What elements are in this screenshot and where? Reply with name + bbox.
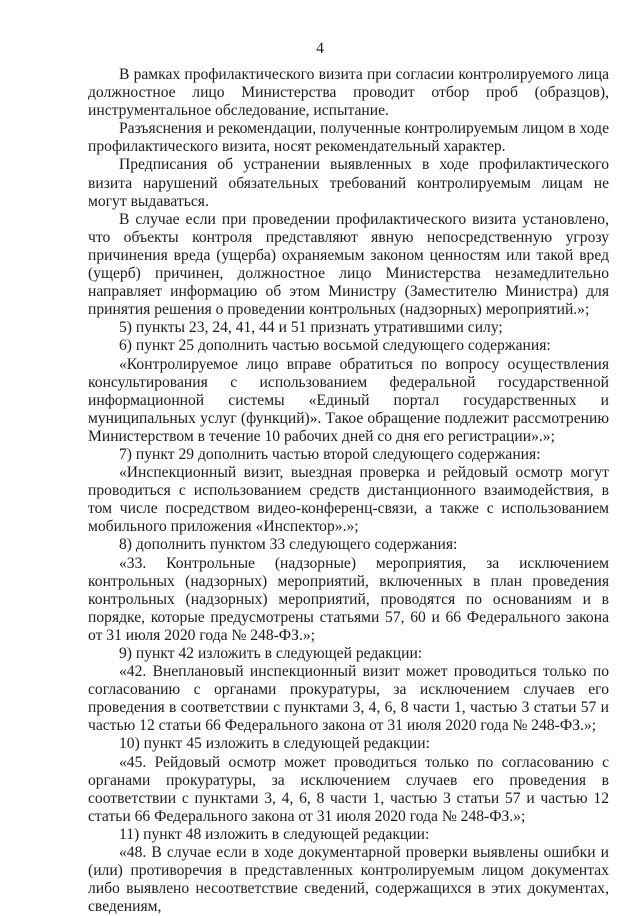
paragraph-visit-threat: В случае если при проведении профилактического визита установлено, что объекты контроля представляют явную непосредственную угрозу причинения вреда (ущерба) охраняемым законом ценностям или такой вред (ущерб) причинен, должностное лицо Министерства незамедлительно направляет информацию об этом Министру (Заместителю Министра) для принятия решения о проведении контрольных (надзорных) мероприятий.»; — [88, 210, 609, 319]
document-body — [88, 66, 609, 916]
paragraph-item-10-quote: «45. Рейдовый осмотр может проводиться только по согласованию с органами прокуратуры, за исключением случаев его проведения в соответствии с пунктами 3, 4, 6, 8 части 1, частью 3 статьи 57 и частью 12 статьи 66 Федерального закона от 31 июля 2020 года № 248-ФЗ.»; — [88, 753, 609, 825]
paragraph-item-7-quote: «Инспекционный визит, выездная проверка и рейдовый осмотр могут проводиться с использованием средств дистанционного взаимодействия, в том числе посредством видео-конференц-связи, а также с использованием мобильного приложения «Инспектор».»; — [88, 464, 609, 536]
paragraph-item-11-quote: «48. В случае если в ходе документарной проверки выявлены ошибки и (или) противоречия в представленных контролируемым лицом документах либо выявлено несоответствие сведений, содержащихся в этих документах, сведениям, — [88, 844, 609, 916]
paragraph-visit-explanations: Разъяснения и рекомендации, полученные контролируемым лицом в ходе профилактического визита, носят рекомендательный характер. — [88, 120, 609, 156]
paragraph-item-10: 10) пункт 45 изложить в следующей редакции: — [119, 735, 430, 753]
paragraph-item-11: 11) пункт 48 изложить в следующей редакции: — [119, 825, 430, 843]
paragraph-item-8: 8) дополнить пунктом 33 следующего содержания: — [119, 536, 458, 554]
paragraph-visit-sampling: В рамках профилактического визита при согласии контролируемого лица должностное лицо Министерства проводит отбор проб (образцов), инструментальное обследование, испытание. — [88, 66, 609, 120]
paragraph-item-6-quote: «Контролируемое лицо вправе обратиться по вопросу осуществления консультирования с использованием федеральной государственной информационной системы «Единый портал государственных и муниципальных услуг (функций)». Такое обращение подлежит рассмотрению Министерством в течение 10 рабочих дней со дня его регистрации».»; — [88, 355, 609, 445]
paragraph-item-9-quote: «42. Внеплановый инспекционный визит может проводиться только по согласованию с органами прокуратуры, за исключением случаев его проведения в соответствии с пунктами 3, 4, 6, 8 части 1, частью 3 статьи 57 и частью 12 статьи 66 Федерального закона от 31 июля 2020 года № 248-ФЗ.»; — [88, 663, 609, 735]
paragraph-item-7: 7) пункт 29 дополнить частью второй следующего содержания: — [119, 445, 541, 463]
paragraph-visit-prescriptions: Предписания об устранении выявленных в ходе профилактического визита нарушений обязательных требований контролируемым лицам не могут выдаваться. — [88, 156, 609, 210]
page-number: 4 — [316, 40, 324, 57]
paragraph-item-5: 5) пункты 23, 24, 41, 44 и 51 признать утратившими силу; — [119, 319, 503, 337]
paragraph-item-8-quote: «33. Контрольные (надзорные) мероприятия, за исключением контрольных (надзорных) мероприятий, включенных в план проведения контрольных (надзорных) мероприятий, проводятся по основаниям и в порядке, которые предусмотрены статьями 57, 60 и 66 Федерального закона от 31 июля 2020 года № 248-ФЗ.»; — [88, 554, 609, 644]
paragraph-item-9: 9) пункт 42 изложить в следующей редакции: — [119, 645, 423, 662]
paragraph-item-6: 6) пункт 25 дополнить частью восьмой следующего содержания: — [119, 337, 551, 355]
